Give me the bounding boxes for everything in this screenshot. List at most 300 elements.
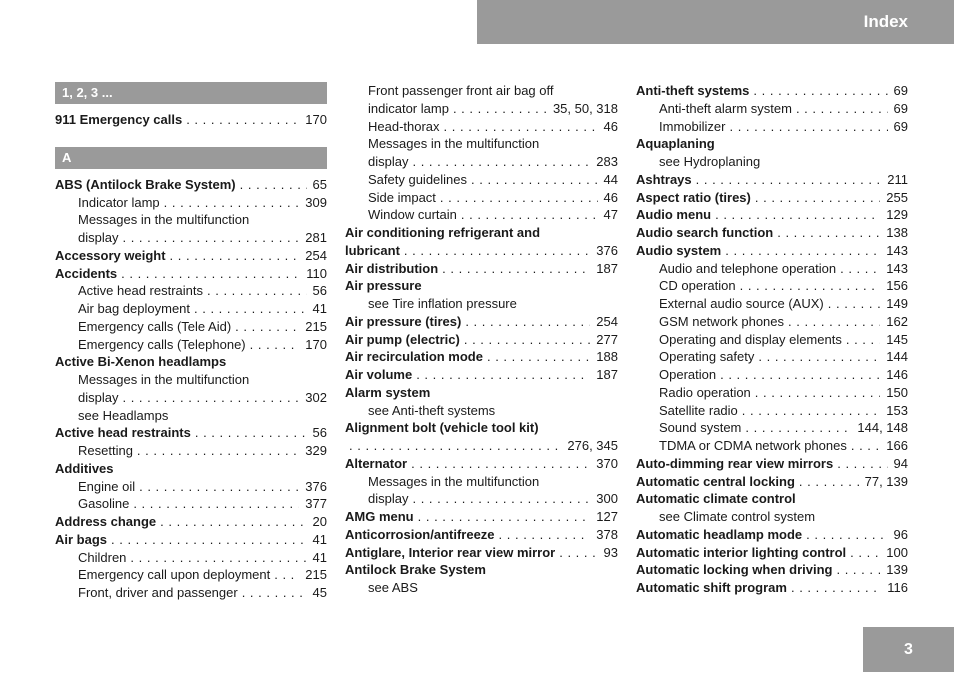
entry-text: Anticorrosion/antifreeze xyxy=(345,526,495,542)
page-reference: 46 xyxy=(603,189,618,205)
page-reference: 41 xyxy=(312,531,327,547)
index-subentry xyxy=(345,153,618,171)
index-subentry xyxy=(345,118,618,136)
dot-leader xyxy=(412,153,590,171)
entry-text: Safety guidelines xyxy=(368,171,468,187)
entry-text: indicator lamp xyxy=(368,100,449,116)
index-entry xyxy=(55,111,327,129)
page-reference: 156 xyxy=(886,278,908,294)
entry-text: ABS (Antilock Brake System) xyxy=(55,176,236,192)
dot-leader xyxy=(729,118,887,136)
entry-text: Messages in the multifunction xyxy=(368,136,540,152)
page-reference: 150 xyxy=(886,384,908,400)
dot-leader xyxy=(788,313,880,331)
index-subentry xyxy=(636,100,908,118)
entry-text: Audio menu xyxy=(636,207,712,223)
entry-text: Operation xyxy=(659,367,717,382)
dot-leader xyxy=(799,473,859,491)
entry-text: Automatic locking when driving xyxy=(636,562,833,578)
dot-leader xyxy=(122,229,299,247)
page-reference: 215 xyxy=(305,318,327,334)
page-reference: 377 xyxy=(305,496,327,512)
page-reference: 254 xyxy=(596,313,618,329)
index-entry xyxy=(345,331,618,349)
index-entry xyxy=(345,544,618,562)
entry-text: Air bags xyxy=(55,531,108,547)
entry-text: Accidents xyxy=(55,265,118,281)
page-reference: 283 xyxy=(596,154,618,169)
index-subentry xyxy=(55,566,327,584)
entry-text: Audio and telephone operation xyxy=(659,260,837,276)
index-subentry xyxy=(55,584,327,602)
entry-text: Address change xyxy=(55,514,157,529)
index-entry xyxy=(55,460,327,478)
page-reference: 188 xyxy=(596,349,618,365)
index-subentry xyxy=(55,389,327,407)
dot-leader xyxy=(758,348,880,366)
dot-leader xyxy=(139,478,299,496)
entry-text: Gasoline xyxy=(78,496,130,512)
index-entry xyxy=(636,561,908,579)
dot-leader xyxy=(137,442,299,460)
index-entry xyxy=(636,526,908,544)
dot-leader xyxy=(846,331,880,349)
index-column-3 xyxy=(636,82,908,597)
entry-text: Automatic climate control xyxy=(636,491,796,507)
entry-text: Satellite radio xyxy=(659,402,738,418)
dot-leader xyxy=(828,295,881,313)
dot-leader xyxy=(121,265,300,283)
page-reference: 116 xyxy=(887,580,908,595)
page-reference: 170 xyxy=(305,336,327,352)
index-entry xyxy=(55,513,327,531)
page-number-tab xyxy=(863,627,954,672)
entry-text: display xyxy=(78,389,119,405)
dot-leader xyxy=(411,455,590,473)
index-entry xyxy=(345,260,618,278)
entry-text: Alternator xyxy=(345,455,408,471)
dot-leader xyxy=(464,331,590,349)
index-entry xyxy=(55,247,327,265)
page-reference: 35, 50, 318 xyxy=(552,100,618,116)
dot-leader xyxy=(777,224,880,242)
entry-text: Automatic central locking xyxy=(636,473,795,489)
entry-text: Messages in the multifunction xyxy=(368,473,540,489)
dot-leader xyxy=(461,206,598,224)
index-entry xyxy=(345,561,618,579)
page-reference: 149 xyxy=(886,296,908,311)
dot-leader xyxy=(755,384,881,402)
index-subentry xyxy=(55,336,327,354)
page-reference: 170 xyxy=(305,112,327,127)
index-subentry xyxy=(636,384,908,402)
index-entry xyxy=(636,455,908,473)
index-entry xyxy=(345,348,618,366)
index-entry xyxy=(55,176,327,194)
index-entry xyxy=(345,455,618,473)
page-reference: 96 xyxy=(893,526,908,542)
dot-leader xyxy=(111,531,307,549)
page-reference: 276, 345 xyxy=(567,438,618,453)
page-reference: 143 xyxy=(886,260,908,276)
page-reference: 281 xyxy=(305,230,327,245)
index-subentry xyxy=(636,313,908,331)
entry-text: see Tire inflation pressure xyxy=(368,296,517,311)
index-entry xyxy=(636,224,908,242)
page-reference: 146 xyxy=(886,367,908,382)
index-entry xyxy=(345,224,618,242)
page-reference: 138 xyxy=(886,225,908,240)
index-entry xyxy=(55,265,327,283)
dot-leader xyxy=(444,118,598,136)
index-entry xyxy=(55,531,327,549)
index-subentry xyxy=(345,189,618,207)
entry-text: Automatic headlamp mode xyxy=(636,526,803,542)
entry-text: Audio search function xyxy=(636,225,774,240)
entry-text: Side impact xyxy=(368,189,436,205)
entry-text: Air conditioning refrigerant and xyxy=(345,225,541,240)
index-subentry xyxy=(636,402,908,420)
index-entry xyxy=(636,242,908,260)
dot-leader xyxy=(755,189,880,207)
dot-leader xyxy=(416,366,590,384)
dot-leader xyxy=(851,437,880,455)
dot-leader xyxy=(720,366,880,384)
index-entry xyxy=(636,544,908,562)
page-reference: 69 xyxy=(893,118,908,134)
entry-text: see Anti-theft systems xyxy=(368,402,496,418)
index-subentry xyxy=(55,407,327,425)
entry-text: Active head restraints xyxy=(55,425,191,441)
page-reference: 378 xyxy=(596,526,618,542)
dot-leader xyxy=(418,508,591,526)
page-reference: 254 xyxy=(305,247,327,263)
index-subentry xyxy=(636,366,908,384)
page-reference: 47 xyxy=(603,207,618,223)
page-reference: 187 xyxy=(596,367,618,382)
entry-text: GSM network phones xyxy=(659,313,785,329)
entry-text: AMG menu xyxy=(345,509,414,524)
page-reference: 110 xyxy=(306,265,327,281)
entry-text: Accessory weight xyxy=(55,247,166,263)
index-subentry xyxy=(55,442,327,460)
header-title: Index xyxy=(863,12,908,31)
dot-leader xyxy=(160,513,306,531)
page-reference: 139 xyxy=(886,562,908,578)
index-entry xyxy=(636,135,908,153)
entry-text: Auto-dimming rear view mirrors xyxy=(636,455,834,471)
dot-leader xyxy=(195,424,307,442)
index-header xyxy=(477,0,954,44)
index-subentry xyxy=(55,300,327,318)
dot-leader xyxy=(453,100,547,118)
page-reference: 153 xyxy=(886,402,908,418)
index-entry xyxy=(345,313,618,331)
page-reference: 145 xyxy=(886,331,908,347)
index-entry xyxy=(55,424,327,442)
section-heading: A xyxy=(55,147,327,169)
index-subentry xyxy=(55,549,327,567)
page-reference: 77, 139 xyxy=(864,473,908,489)
entry-text: Front, driver and passenger xyxy=(78,585,238,600)
page-reference: 93 xyxy=(603,544,618,560)
entry-text: display xyxy=(368,491,409,507)
index-column-2 xyxy=(345,82,618,597)
page-reference: 376 xyxy=(305,478,327,494)
entry-text: Immobilizer xyxy=(659,118,726,134)
index-subentry xyxy=(345,82,618,100)
entry-text: see ABS xyxy=(368,580,418,595)
page-number: 3 xyxy=(904,640,913,658)
page-reference: 69 xyxy=(893,100,908,116)
dot-leader xyxy=(715,206,880,224)
entry-text: see Hydroplaning xyxy=(659,154,761,169)
index-entry xyxy=(345,526,618,544)
index-subentry xyxy=(636,508,908,526)
dot-leader xyxy=(742,402,881,420)
entry-text: Additives xyxy=(55,460,114,476)
entry-text: Air recirculation mode xyxy=(345,349,483,365)
page-reference: 41 xyxy=(312,301,327,316)
index-subentry xyxy=(55,229,327,247)
dot-leader xyxy=(412,490,590,508)
page-reference: 20 xyxy=(312,514,327,529)
page-reference: 41 xyxy=(312,549,327,565)
entry-text: Air pump (electric) xyxy=(345,331,460,347)
dot-leader xyxy=(122,389,299,407)
dot-leader xyxy=(349,437,561,455)
page-reference: 166 xyxy=(886,438,908,453)
dot-leader xyxy=(274,566,299,584)
dot-leader xyxy=(745,419,851,437)
page-reference: 144, 148 xyxy=(857,420,908,436)
dot-leader xyxy=(791,579,881,597)
entry-text: Window curtain xyxy=(368,207,457,223)
dot-leader xyxy=(559,544,597,562)
index-subentry xyxy=(55,282,327,300)
entry-text: Children xyxy=(78,549,127,565)
entry-text: 911 Emergency calls xyxy=(55,112,183,127)
entry-text: display xyxy=(368,154,409,169)
index-subentry xyxy=(345,402,618,420)
dot-leader xyxy=(186,111,299,129)
entry-text: Indicator lamp xyxy=(78,194,160,210)
entry-text: Resetting xyxy=(78,443,133,458)
index-subentry xyxy=(636,153,908,171)
entry-text: Emergency calls (Tele Aid) xyxy=(78,318,232,334)
index-entry xyxy=(345,419,618,437)
page-reference: 329 xyxy=(305,443,327,458)
index-subentry xyxy=(345,206,618,224)
entry-text: Audio system xyxy=(636,242,722,258)
index-subentry xyxy=(345,579,618,597)
dot-leader xyxy=(242,584,307,602)
page-reference: 211 xyxy=(887,171,908,187)
page-reference: 309 xyxy=(305,194,327,210)
dot-leader xyxy=(442,260,590,278)
page-reference: 302 xyxy=(305,389,327,405)
index-subentry xyxy=(345,490,618,508)
index-entry xyxy=(345,366,618,384)
page-reference: 46 xyxy=(603,118,618,134)
entry-text: Head-thorax xyxy=(368,118,440,134)
dot-leader xyxy=(725,242,880,260)
page-reference: 65 xyxy=(312,176,327,192)
page-reference: 376 xyxy=(596,242,618,258)
index-entry xyxy=(345,437,618,455)
entry-text: Active head restraints xyxy=(78,283,204,299)
dot-leader xyxy=(836,561,880,579)
entry-text: Anti-theft systems xyxy=(636,83,750,98)
index-entry xyxy=(636,473,908,491)
index-subentry xyxy=(345,100,618,118)
index-entry xyxy=(636,171,908,189)
entry-text: Emergency call upon deployment xyxy=(78,567,271,583)
dot-leader xyxy=(837,455,887,473)
entry-text: Operating safety xyxy=(659,349,755,365)
index-subentry xyxy=(345,295,618,313)
entry-text: Alarm system xyxy=(345,384,431,400)
index-subentry xyxy=(636,348,908,366)
page-reference: 56 xyxy=(312,425,327,441)
dot-leader xyxy=(207,282,307,300)
entry-text: Automatic shift program xyxy=(636,580,787,595)
page-reference: 45 xyxy=(312,585,327,600)
page-reference: 129 xyxy=(886,207,908,223)
dot-leader xyxy=(840,260,880,278)
entry-text: Emergency calls (Telephone) xyxy=(78,336,246,352)
entry-text: Air distribution xyxy=(345,260,439,276)
page-reference: 187 xyxy=(596,260,618,276)
dot-leader xyxy=(440,189,598,207)
page-reference: 255 xyxy=(886,189,908,205)
entry-text: Sound system xyxy=(659,420,742,436)
index-subentry xyxy=(636,437,908,455)
entry-text: Alignment bolt (vehicle tool kit) xyxy=(345,420,539,436)
index-subentry xyxy=(636,118,908,136)
page-reference: 370 xyxy=(596,455,618,471)
dot-leader xyxy=(487,348,590,366)
index-entry xyxy=(345,508,618,526)
dot-leader xyxy=(250,336,300,354)
index-subentry xyxy=(55,495,327,513)
dot-leader xyxy=(471,171,598,189)
entry-text: display xyxy=(78,230,119,245)
index-subentry xyxy=(636,277,908,295)
dot-leader xyxy=(806,526,887,544)
dot-leader xyxy=(740,277,881,295)
index-entry xyxy=(55,353,327,371)
dot-leader xyxy=(194,300,307,318)
index-subentry xyxy=(55,211,327,229)
dot-leader xyxy=(235,318,299,336)
page-reference: 94 xyxy=(893,455,908,471)
entry-text: Aquaplaning xyxy=(636,136,715,152)
dot-leader xyxy=(170,247,300,265)
section-heading: 1, 2, 3 ... xyxy=(55,82,327,104)
entry-text: Antilock Brake System xyxy=(345,562,486,578)
index-subentry xyxy=(636,260,908,278)
dot-leader xyxy=(465,313,590,331)
entry-text: Air pressure (tires) xyxy=(345,313,462,329)
entry-text: lubricant xyxy=(345,242,400,258)
page-reference: 44 xyxy=(603,171,618,187)
page-reference: 56 xyxy=(312,283,327,299)
entry-text: Front passenger front air bag off xyxy=(368,83,554,98)
dot-leader xyxy=(753,82,887,100)
dot-leader xyxy=(850,544,880,562)
entry-text: Air bag deployment xyxy=(78,301,191,316)
entry-text: Aspect ratio (tires) xyxy=(636,189,751,205)
page-reference: 162 xyxy=(886,313,908,329)
entry-text: CD operation xyxy=(659,278,736,294)
dot-leader xyxy=(240,176,307,194)
page-reference: 100 xyxy=(886,544,908,560)
page-reference: 144 xyxy=(886,349,908,365)
index-subentry xyxy=(636,331,908,349)
entry-text: Anti-theft alarm system xyxy=(659,100,792,116)
index-entry xyxy=(636,490,908,508)
entry-text: Ashtrays xyxy=(636,171,692,187)
index-subentry xyxy=(345,135,618,153)
dot-leader xyxy=(796,100,888,118)
entry-text: Air volume xyxy=(345,367,413,382)
entry-text: Active Bi-Xenon headlamps xyxy=(55,354,227,370)
entry-text: see Headlamps xyxy=(78,407,169,423)
index-entry xyxy=(636,206,908,224)
page-reference: 127 xyxy=(596,509,618,524)
entry-text: TDMA or CDMA network phones xyxy=(659,438,847,453)
index-subentry xyxy=(345,171,618,189)
index-entry xyxy=(636,82,908,100)
index-subentry xyxy=(55,478,327,496)
dot-leader xyxy=(696,171,882,189)
index-entry xyxy=(345,384,618,402)
dot-leader xyxy=(499,526,591,544)
entry-text: Messages in the multifunction xyxy=(78,212,250,228)
dot-leader xyxy=(130,549,306,567)
index-subentry xyxy=(55,194,327,212)
index-entry xyxy=(345,242,618,260)
page-reference: 215 xyxy=(305,567,327,583)
dot-leader xyxy=(133,495,299,513)
index-subentry xyxy=(55,371,327,389)
entry-text: Messages in the multifunction xyxy=(78,372,250,387)
entry-text: Antiglare, Interior rear view mirror xyxy=(345,544,556,560)
page-reference: 69 xyxy=(893,83,908,98)
entry-text: Operating and display elements xyxy=(659,331,842,347)
page-reference: 277 xyxy=(596,331,618,347)
entry-text: Air pressure xyxy=(345,278,422,294)
entry-text: Automatic interior lighting control xyxy=(636,544,847,560)
dot-leader xyxy=(404,242,590,260)
index-entry xyxy=(636,189,908,207)
index-subentry xyxy=(55,318,327,336)
page-reference: 300 xyxy=(596,491,618,507)
entry-text: External audio source (AUX) xyxy=(659,296,824,311)
page-reference: 143 xyxy=(886,242,908,258)
entry-text: Engine oil xyxy=(78,478,136,494)
index-subentry xyxy=(345,473,618,491)
entry-text: see Climate control system xyxy=(659,509,816,524)
index-entry xyxy=(636,579,908,597)
index-subentry xyxy=(636,419,908,437)
entry-text: Radio operation xyxy=(659,384,751,400)
index-entry xyxy=(345,277,618,295)
index-column-1 xyxy=(55,82,327,602)
index-subentry xyxy=(636,295,908,313)
dot-leader xyxy=(164,194,300,212)
